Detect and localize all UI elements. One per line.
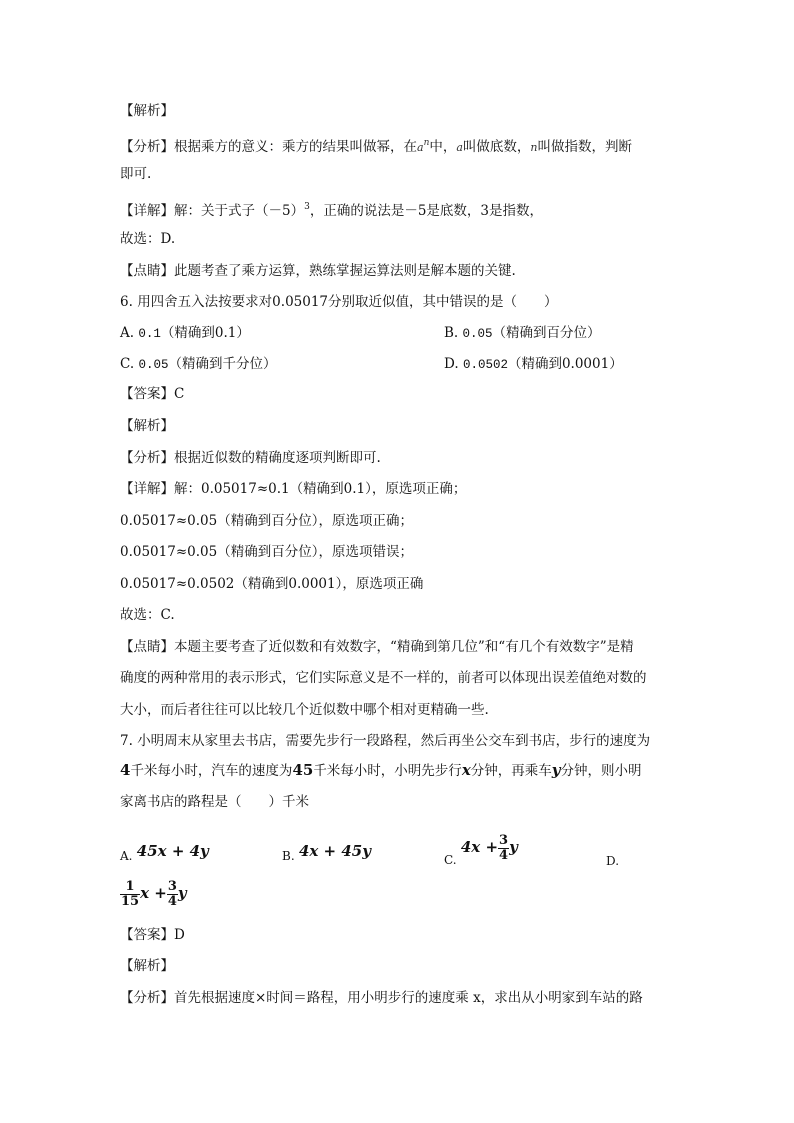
q7-option-tail: y <box>177 884 187 902</box>
q7-stem-line3: 家离书店的路程是（ ）千米 <box>120 794 309 810</box>
q6-stem-text: 用四舍五入法按要求对0.05017分别取近似值，其中错误的是（ ） <box>137 294 558 310</box>
q7-option-a <box>120 842 209 864</box>
q6-option-a <box>120 321 250 341</box>
power-base: a <box>417 141 424 154</box>
q7-text: 千米每小时，小明先步行 <box>313 763 462 779</box>
q6-option-letter: B. <box>444 325 459 341</box>
q6-option-note: （精确到百分位） <box>492 325 601 341</box>
fenxi-label: 【分析】 <box>120 139 174 155</box>
q6-dianjing-line: 本题主要考查了近似数和有效数字，“精确到第几位”和“有几个有效数字”是精 <box>174 639 634 655</box>
q6-detail-line: 0.05017≈0.0502（精确到0.0001），原选项正确 <box>120 576 424 592</box>
q7-option-expr: 45x + 4y <box>136 842 209 860</box>
q7-stem-text: 小明周末从家里去书店，需要先步行一段路程，然后再坐公交车到书店，步行的速度为 <box>137 733 651 749</box>
q7-option-fraction <box>167 880 178 909</box>
fenxi-paragraph <box>120 133 632 158</box>
fraction-numerator: 1 <box>120 880 140 895</box>
q6-detail <box>120 479 466 499</box>
q7-option-letter: C. <box>444 853 457 867</box>
q7-fenxi <box>120 988 643 1008</box>
q7-answer-label: 【答案】 <box>120 927 174 943</box>
q6-choice: 故选：C. <box>120 607 175 623</box>
q7-walk-speed: 4 <box>120 761 131 779</box>
q7-option-lead: 4x + <box>460 838 499 856</box>
q7-option-expr: 4x + 45y <box>298 842 371 860</box>
q7-bus-speed: 45 <box>292 761 314 779</box>
q6-option-letter: D. <box>444 356 459 372</box>
q7-option-b <box>282 842 371 864</box>
q7-stem-line1 <box>120 731 650 751</box>
q6-option-note: （精确到0.0001） <box>507 356 623 372</box>
detail-exponent: 3 <box>304 202 310 212</box>
dianjing-paragraph <box>120 261 516 281</box>
fenxi-continuation: 即可. <box>120 166 152 182</box>
q6-detail-line: 0.05017≈0.05（精确到百分位），原选项错误； <box>120 544 413 560</box>
q6-detail-line: 0.05017≈0.05（精确到百分位），原选项正确； <box>120 513 413 529</box>
q7-fenxi-text: 首先根据速度×时间＝路程，用小明步行的速度乘 x，求出从小明家到车站的路 <box>174 990 643 1006</box>
analysis-heading: 【解析】 <box>120 103 174 119</box>
q7-text: 千米每小时，汽车的速度为 <box>130 763 293 779</box>
q6-dianjing-line: 大小，而后者往往可以比较几个近似数中哪个相对更精确一些. <box>120 702 489 718</box>
fenxi-text-c: 叫做底数， <box>462 139 531 155</box>
detail-text-a: 解：关于式子（－5） <box>174 203 305 219</box>
q7-option-letter: A. <box>120 849 133 863</box>
q6-fenxi-text: 根据近似数的精确度逐项判断即可. <box>174 450 381 466</box>
base-variable: a <box>456 141 463 154</box>
q7-option-d <box>120 880 187 909</box>
q7-option-tail: y <box>509 838 518 856</box>
q7-number: 7. <box>120 733 133 749</box>
q6-answer-value: C <box>174 386 185 402</box>
q7-option-letter: D. <box>606 854 620 868</box>
q7-var-x: x <box>461 761 471 779</box>
q7-text: 分钟，再乘车 <box>470 763 552 779</box>
q7-answer-value: D <box>174 927 185 943</box>
q6-option-d <box>444 352 623 372</box>
fenxi-text-b: 中， <box>429 139 457 155</box>
q6-option-letter: A. <box>120 325 135 341</box>
q6-dianjing <box>120 637 634 657</box>
q6-dianjing-label: 【点睛】 <box>120 639 174 655</box>
q7-analysis-heading: 【解析】 <box>120 958 174 974</box>
choice-line: 故选：D. <box>120 231 176 247</box>
dianjing-text: 此题考查了乘方运算，熟练掌握运算法则是解本题的关键. <box>174 263 516 279</box>
q6-option-note: （精确到0.1） <box>160 325 250 341</box>
power-exponent: n <box>423 138 430 148</box>
q7-option-d-letter <box>606 853 619 869</box>
detail-text-b: ，正确的说法是－5是底数，3是指数， <box>309 203 544 219</box>
q6-option-value: 0.0502 <box>462 358 508 372</box>
q7-fenxi-label: 【分析】 <box>120 990 174 1006</box>
q6-option-b <box>444 321 601 341</box>
exponent-variable: n <box>530 141 538 154</box>
q7-answer <box>120 925 185 945</box>
q7-option-mid: x + <box>140 884 167 902</box>
q7-var-y: y <box>551 761 561 779</box>
fraction-denominator: 15 <box>121 894 140 909</box>
q7-option-fraction <box>498 834 509 863</box>
q6-dianjing-line: 确度的两种常用的表示形式，它们实际意义是不一样的，前者可以体现出误差值绝对数的 <box>120 670 647 686</box>
q6-option-value: 0.05 <box>138 358 169 372</box>
q7-option-c <box>444 833 518 867</box>
q6-stem <box>120 292 558 312</box>
q6-fenxi <box>120 448 381 468</box>
q6-analysis-heading: 【解析】 <box>120 418 174 434</box>
q6-number: 6. <box>120 294 133 310</box>
fraction-denominator: 4 <box>167 894 177 909</box>
q6-fenxi-label: 【分析】 <box>120 450 174 466</box>
q6-option-letter: C. <box>120 356 135 372</box>
q6-answer-label: 【答案】 <box>120 386 174 402</box>
q7-option-fraction <box>120 880 140 909</box>
q7-stem-line2 <box>120 760 641 781</box>
q6-option-value: 0.1 <box>138 327 161 341</box>
fenxi-text-d: 叫做指数，判断 <box>537 139 633 155</box>
fraction-denominator: 4 <box>499 848 509 863</box>
q6-detail-line: 解：0.05017≈0.1（精确到0.1），原选项正确； <box>174 481 467 497</box>
dianjing-label: 【点睛】 <box>120 263 174 279</box>
detail-label: 【详解】 <box>120 203 174 219</box>
fenxi-text-a: 根据乘方的意义：乘方的结果叫做幂，在 <box>174 139 417 155</box>
q6-option-value: 0.05 <box>462 327 493 341</box>
q6-option-c <box>120 352 276 372</box>
q6-detail-label: 【详解】 <box>120 481 174 497</box>
q7-option-letter: B. <box>282 849 295 863</box>
fraction-numerator: 3 <box>499 833 509 848</box>
q7-text: 分钟，则小明 <box>560 763 642 779</box>
q6-option-note: （精确到千分位） <box>168 356 277 372</box>
detail-paragraph <box>120 197 543 221</box>
fraction-numerator: 3 <box>167 879 177 894</box>
q6-answer <box>120 384 184 404</box>
